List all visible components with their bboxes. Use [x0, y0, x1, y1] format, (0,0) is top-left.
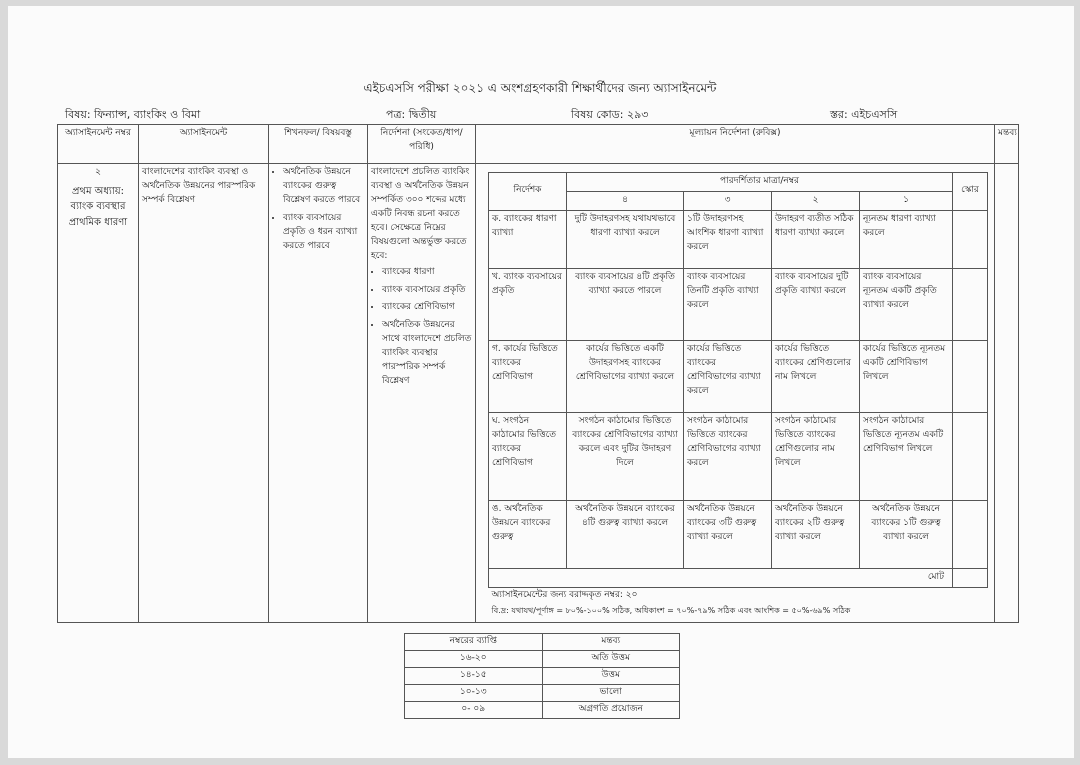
- grading-header-remark: মন্তব্য: [542, 634, 680, 651]
- instructions-cell: [368, 164, 476, 623]
- grading-remark: ভালো: [542, 685, 680, 702]
- rubric-score: [953, 268, 988, 340]
- subject-label: বিষয়: ফিন্যান্স, ব্যাংকিং ও বিমা: [65, 108, 201, 121]
- grading-remark: অতি উত্তম: [542, 651, 680, 668]
- header-assignment-no: অ্যাসাইনমেন্ট নম্বর: [58, 125, 139, 164]
- paper-label: পত্র: দ্বিতীয়: [386, 108, 437, 121]
- rubric-row: [489, 412, 988, 500]
- rubric-total-label: মোট: [489, 568, 953, 587]
- grading-remark: অগ্রগতি প্রয়োজন: [542, 702, 680, 719]
- rubric-total-score: [953, 568, 988, 587]
- header-rubric: মূল্যায়ন নির্দেশনা (রুবিক্স): [476, 125, 995, 164]
- rubric-level-3: ৩: [684, 191, 772, 210]
- rubric-cell-3: কার্যের ভিত্তিতে ব্যাংকের শ্রেণিবিভাগের ব্যাখ্যা করলে: [684, 340, 772, 412]
- assignment-number: ২: [95, 167, 101, 177]
- rubric-level-header: পারদর্শিতার মাত্রা/নম্বর: [567, 173, 953, 192]
- grading-table: [404, 633, 680, 719]
- grading-row: [405, 702, 680, 719]
- instruction-point: • অর্থনৈতিক উন্নয়নের সাথে বাংলাদেশে প্রচলিত ব্যাংকিং ব্যবস্থার পারস্পরিক সম্পর্ক বিশ্লেষণ: [382, 319, 472, 389]
- rubric-cell-3: ব্যাংক ব্যবসায়ের তিনটি প্রকৃতি ব্যাখ্যা করলে: [684, 268, 772, 340]
- rubric-cell-3: অর্থনৈতিক উন্নয়নে ব্যাংকের ৩টি গুরুত্ব ব্যাখ্যা করলে: [684, 500, 772, 568]
- header-outcome: শিখনফল/ বিষয়বস্তু: [269, 125, 368, 164]
- subject-code-label: বিষয় কোড: ২৯৩: [571, 108, 649, 121]
- grading-range: ০- ০৯: [405, 702, 543, 719]
- rubric-cell-1: কার্যের ভিত্তিতে ন্যূনতম একটি শ্রেণিবিভাগ লিখলে: [860, 340, 953, 412]
- rubric-cell-4: সংগঠন কাঠামোর ভিত্তিতে ব্যাংকের শ্রেণিবিভাগের ব্যাখ্যা করলে এবং দুটির উদাহরণ দিলে: [567, 412, 684, 500]
- rubric-indicator: ঙ. অর্থনৈতিক উন্নয়নে ব্যাংকের গুরুত্ব: [489, 500, 567, 568]
- rubric-cell-3: ১টি উদাহরণসহ আংশিক ধারণা ব্যাখ্যা করলে: [684, 210, 772, 268]
- grading-range: ১০-১৩: [405, 685, 543, 702]
- assignment-table: [57, 124, 1019, 623]
- rubric-cell-4: দুটি উদাহরণসহ যথাযথভাবে ধারণা ব্যাখ্যা করলে: [567, 210, 684, 268]
- instruction-point: • ব্যাংকের ধারণা: [382, 266, 472, 280]
- rubric-note: বি.দ্র: যথাযথ/পূর্ণাঙ্গ = ৮০%-১০০% সঠিক, অধিকাংশ = ৭০%-৭৯% সঠিক এবং আংশিক = ৫০%-৬৯% সঠিক: [491, 605, 851, 615]
- rubric-cell-4: কার্যের ভিত্তিতে একটি উদাহরণসহ ব্যাংকের শ্রেণিবিভাগের ব্যাখ্যা করলে: [567, 340, 684, 412]
- rubric-indicator-header: নির্দেশক: [489, 173, 567, 211]
- rubric-level-4: ৪: [567, 191, 684, 210]
- rubric-cell-1: সংগঠন কাঠামোর ভিত্তিতে ন্যূনতম একটি শ্রেণিবিভাগ লিখলে: [860, 412, 953, 500]
- rubric-score: [953, 412, 988, 500]
- header-assignment: অ্যাসাইনমেন্ট: [139, 125, 269, 164]
- chapter-title: প্রথম অধ্যায়: ব্যাংক ব্যবস্থার প্রাথমিক ধারণা: [68, 185, 128, 228]
- rubric-score-header: স্কোর: [953, 173, 988, 211]
- grading-remark: উত্তম: [542, 668, 680, 685]
- rubric-score: [953, 500, 988, 568]
- rubric-cell-4: অর্থনৈতিক উন্নয়নে ব্যাংকের ৪টি গুরুত্ব ব্যাখ্যা করলে: [567, 500, 684, 568]
- header-instructions: নির্দেশনা (সংকেত/ধাপ/পরিধি): [368, 125, 476, 164]
- rubric-row: [489, 340, 988, 412]
- rubric-indicator: গ. কার্যের ভিত্তিতে ব্যাংকের শ্রেণিবিভাগ: [489, 340, 567, 412]
- assignment-number-cell: [58, 164, 139, 623]
- rubric-cell-3: সংগঠন কাঠামোর ভিত্তিতে ব্যাংকের শ্রেণিবিভাগের ব্যাখ্যা করলে: [684, 412, 772, 500]
- instruction-intro: বাংলাদেশে প্রচলিত ব্যাংকিং ব্যবস্থা ও অর্থনৈতিক উন্নয়ন সম্পর্কিত ৩০০ শব্দের মধ্যে একটি নিবন্ধ রচনা করতে হবে। সেক্ষেত্রে নিম্নের বিষয়গুলো অন্তর্ভুক্ত করতে হবে:: [371, 167, 470, 261]
- header-remarks: মন্তব্য: [995, 125, 1019, 164]
- grading-row: [405, 685, 680, 702]
- rubric-cell-1: ব্যাংক ব্যবসায়ের ন্যূনতম একটি প্রকৃতি ব্যাখ্যা করলে: [860, 268, 953, 340]
- rubric-score: [953, 210, 988, 268]
- rubric-indicator: ঘ. সংগঠন কাঠামোর ভিত্তিতে ব্যাংকের শ্রেণিবিভাগ: [489, 412, 567, 500]
- rubric-level-1: ১: [860, 191, 953, 210]
- allotted-marks: অ্যাসাইনমেন্টের জন্য বরাদ্দকৃত নম্বর: ২০: [491, 589, 638, 600]
- document-title: এইচএসসি পরীক্ষা ২০২১ এ অংশগ্রহণকারী শিক্ষার্থীদের জন্য অ্যাসাইনমেন্ট: [363, 81, 717, 95]
- rubric-cell-2: কার্যের ভিত্তিতে ব্যাংকের শ্রেণিগুলোর নাম লিখলে: [772, 340, 860, 412]
- rubric-row: [489, 268, 988, 340]
- rubric-cell-2: উদাহরণ ব্যতীত সঠিক ধারণা ব্যাখ্যা করলে: [772, 210, 860, 268]
- rubric-cell: [476, 164, 995, 623]
- outcome-item: • ব্যাংক ব্যবসায়ের প্রকৃতি ও ধরন ব্যাখ্যা করতে পারবে: [283, 212, 364, 254]
- grading-row: [405, 668, 680, 685]
- grading-range: ১৬-২০: [405, 651, 543, 668]
- level-label: স্তর: এইচএসসি: [830, 108, 898, 121]
- rubric-row: [489, 210, 988, 268]
- rubric-cell-1: অর্থনৈতিক উন্নয়নে ব্যাংকের ১টি গুরুত্ব ব্যাখ্যা করলে: [860, 500, 953, 568]
- grading-row: [405, 651, 680, 668]
- rubric-cell-2: অর্থনৈতিক উন্নয়নে ব্যাংকের ২টি গুরুত্ব ব্যাখ্যা করলে: [772, 500, 860, 568]
- rubric-row: [489, 500, 988, 568]
- rubric-score: [953, 340, 988, 412]
- rubric-indicator: খ. ব্যাংক ব্যবসায়ের প্রকৃতি: [489, 268, 567, 340]
- grading-header-range: নম্বরের ব্যাপ্তি: [405, 634, 543, 651]
- rubric-cell-2: ব্যাংক ব্যবসায়ের দুটি প্রকৃতি ব্যাখ্যা করলে: [772, 268, 860, 340]
- rubric-indicator: ক. ব্যাংকের ধারণা ব্যাখ্যা: [489, 210, 567, 268]
- rubric-table: [488, 172, 988, 618]
- rubric-cell-2: সংগঠন কাঠামোর ভিত্তিতে ব্যাংকের শ্রেণিগুলোর নাম লিখলে: [772, 412, 860, 500]
- instruction-point: • ব্যাংকের শ্রেণিবিভাগ: [382, 301, 472, 315]
- assignment-title: বাংলাদেশের ব্যাংকিং ব্যবস্থা ও অর্থনৈতিক উন্নয়নের পারস্পরিক সম্পর্ক বিশ্লেষণ: [139, 164, 269, 623]
- rubric-cell-4: ব্যাংক ব্যবসায়ের ৪টি প্রকৃতি ব্যাখ্যা করতে পারলে: [567, 268, 684, 340]
- rubric-cell-1: ন্যূনতম ধারণা ব্যাখ্যা করলে: [860, 210, 953, 268]
- grading-range: ১৪-১৫: [405, 668, 543, 685]
- rubric-level-2: ২: [772, 191, 860, 210]
- instruction-point: • ব্যাংক ব্যবসায়ের প্রকৃতি: [382, 284, 472, 298]
- remarks-cell: [995, 164, 1019, 623]
- outcome-item: • অর্থনৈতিক উন্নয়নে ব্যাংকের গুরুত্ব বিশ্লেষণ করতে পারবে: [283, 166, 364, 208]
- outcomes-cell: [269, 164, 368, 623]
